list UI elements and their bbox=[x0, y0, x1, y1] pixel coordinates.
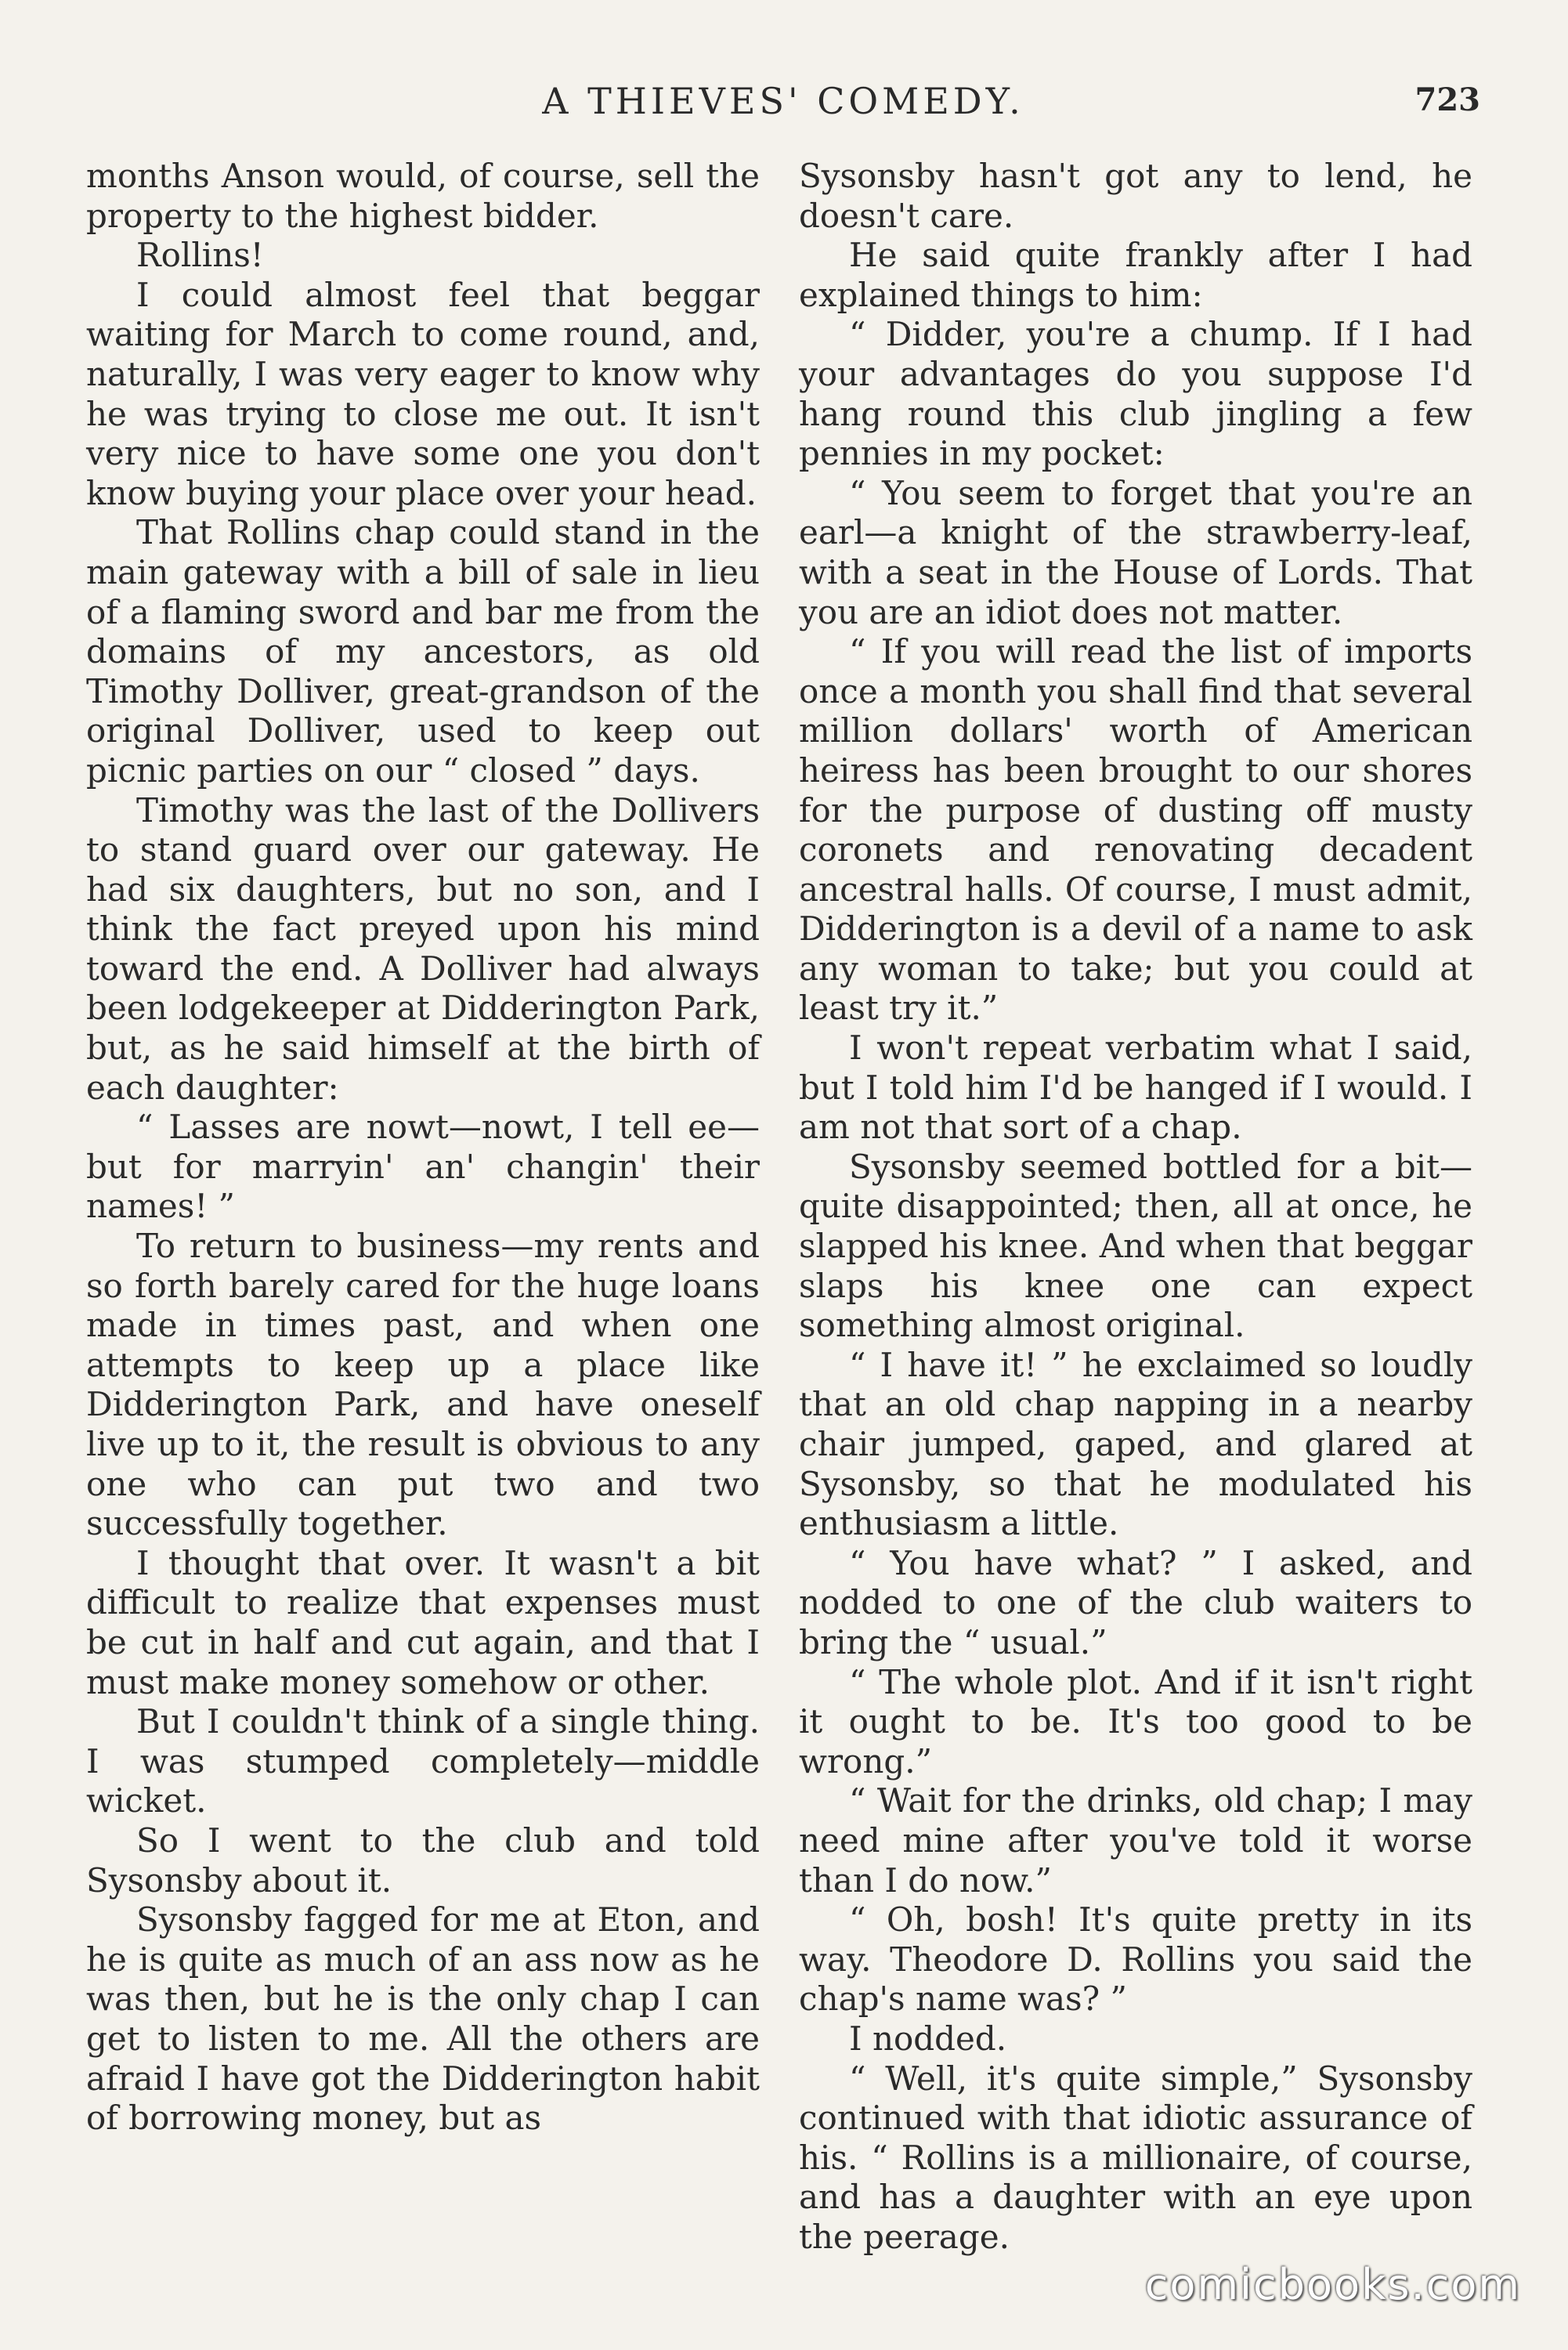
paragraph: “ Lasses are nowt—nowt, I tell ee—but for marryin' an' changin' their names! ” bbox=[86, 1108, 760, 1226]
paragraph: I thought that over. It wasn't a bit difficult to realize that expenses must be cut in half and cut again, and that I must make money somehow or other. bbox=[86, 1543, 760, 1701]
paragraph: months Anson would, of course, sell the property to the highest bidder. bbox=[86, 157, 760, 235]
paragraph: Rollins! bbox=[136, 236, 264, 275]
page-header bbox=[86, 75, 1480, 130]
paragraph: “ You seem to forget that you're an earl—a knight of the strawberry-leaf, with a seat in the House of Lords. That you are an idiot does not matter. bbox=[799, 473, 1472, 631]
paragraph: “ If you will read the list of imports once a month you shall find that several million dollars' worth of American heiress has been brought to our shores for the purpose of dusting off musty coronets and renovating decadent ancestral halls. Of course, I must admit, Didderington is a devil of a name to ask any woman to take; but you could at least try it.” bbox=[799, 632, 1472, 1028]
running-title: A THIEVES' COMEDY. bbox=[542, 80, 1024, 122]
paragraph: I nodded. bbox=[849, 2019, 1007, 2058]
right-column-body bbox=[799, 157, 1472, 2257]
paragraph: I won't repeat verbatim what I said, but I told him I'd be hanged if I would. I am not that sort of a chap. bbox=[799, 1029, 1472, 1147]
paragraph: Sysonsby fagged for me at Eton, and he is quite as much of an ass now as he was then, but he is the only chap I can get to listen to me. All the others are afraid I have got the Didderington habit of borrowing money, but as bbox=[86, 1900, 760, 2138]
paragraph: Sysonsby seemed bottled for a bit—quite disappointed; then, all at once, he slapped his knee. And when that beggar slaps his knee one can expect something almost original. bbox=[799, 1147, 1472, 1345]
paragraph: Timothy was the last of the Dollivers to stand guard over our gateway. He had six daughters, but no son, and I think the fact preyed upon his mind toward the end. A Dolliver had always been lodgekeeper at Didderington Park, but, as he said himself at the birth of each daughter: bbox=[86, 790, 760, 1107]
left-text-column bbox=[86, 157, 760, 2138]
paragraph: “ Well, it's quite simple,” Sysonsby continued with that idiotic assurance of his. “ Rollins is a millionaire, of course, and has a daughter with an eye upon the peerage. bbox=[799, 2059, 1472, 2256]
paragraph: “ I have it! ” he exclaimed so loudly that an old chap napping in a nearby chair jumped, gaped, and glared at Sysonsby, so that he modulated his enthusiasm a little. bbox=[799, 1345, 1472, 1543]
paragraph: That Rollins chap could stand in the main gateway with a bill of sale in lieu of a flaming sword and bar me from the domains of my ancestors, as old Timothy Dolliver, great-grandson of the original Dolliver, used to keep out picnic parties on our “ closed ” days. bbox=[86, 513, 760, 790]
paragraph: “ Wait for the drinks, old chap; I may need mine after you've told it worse than I do now.” bbox=[799, 1781, 1472, 1900]
paragraph: I could almost feel that beggar waiting for March to come round, and, naturally, I was very eager to know why he was trying to close me out. It isn't very nice to have some one you don't know buying your place over your head. bbox=[86, 275, 760, 512]
paragraph: He said quite frankly after I had explained things to him: bbox=[799, 236, 1472, 314]
paragraph: So I went to the club and told Sysonsby about it. bbox=[86, 1820, 760, 1900]
paragraph: To return to business—my rents and so forth barely cared for the huge loans made in times past, and when one attempts to keep up a place like Didderington Park, and have oneself live up to it, the result is obvious to any one who can put two and two successfully together. bbox=[86, 1227, 760, 1543]
paragraph: “ Oh, bosh! It's quite pretty in its way. Theodore D. Rollins you said the chap's name was? ” bbox=[799, 1900, 1472, 2019]
paragraph: “ The whole plot. And if it isn't right it ought to be. It's too good to be wrong.” bbox=[799, 1662, 1472, 1781]
right-text-column bbox=[799, 157, 1472, 2257]
paragraph: Sysonsby hasn't got any to lend, he doesn't care. bbox=[799, 157, 1472, 235]
site-watermark: comicbooks.com bbox=[1144, 2260, 1521, 2309]
paragraph: “ You have what? ” I asked, and nodded to one of the club waiters to bring the “ usual.” bbox=[799, 1543, 1472, 1661]
paragraph: “ Didder, you're a chump. If I had your advantages do you suppose I'd hang round this club jingling a few pennies in my pocket: bbox=[799, 315, 1472, 473]
page-number: 723 bbox=[1414, 81, 1480, 118]
paragraph: But I couldn't think of a single thing. I was stumped completely—middle wicket. bbox=[86, 1702, 760, 1820]
left-column-body bbox=[86, 157, 760, 2138]
